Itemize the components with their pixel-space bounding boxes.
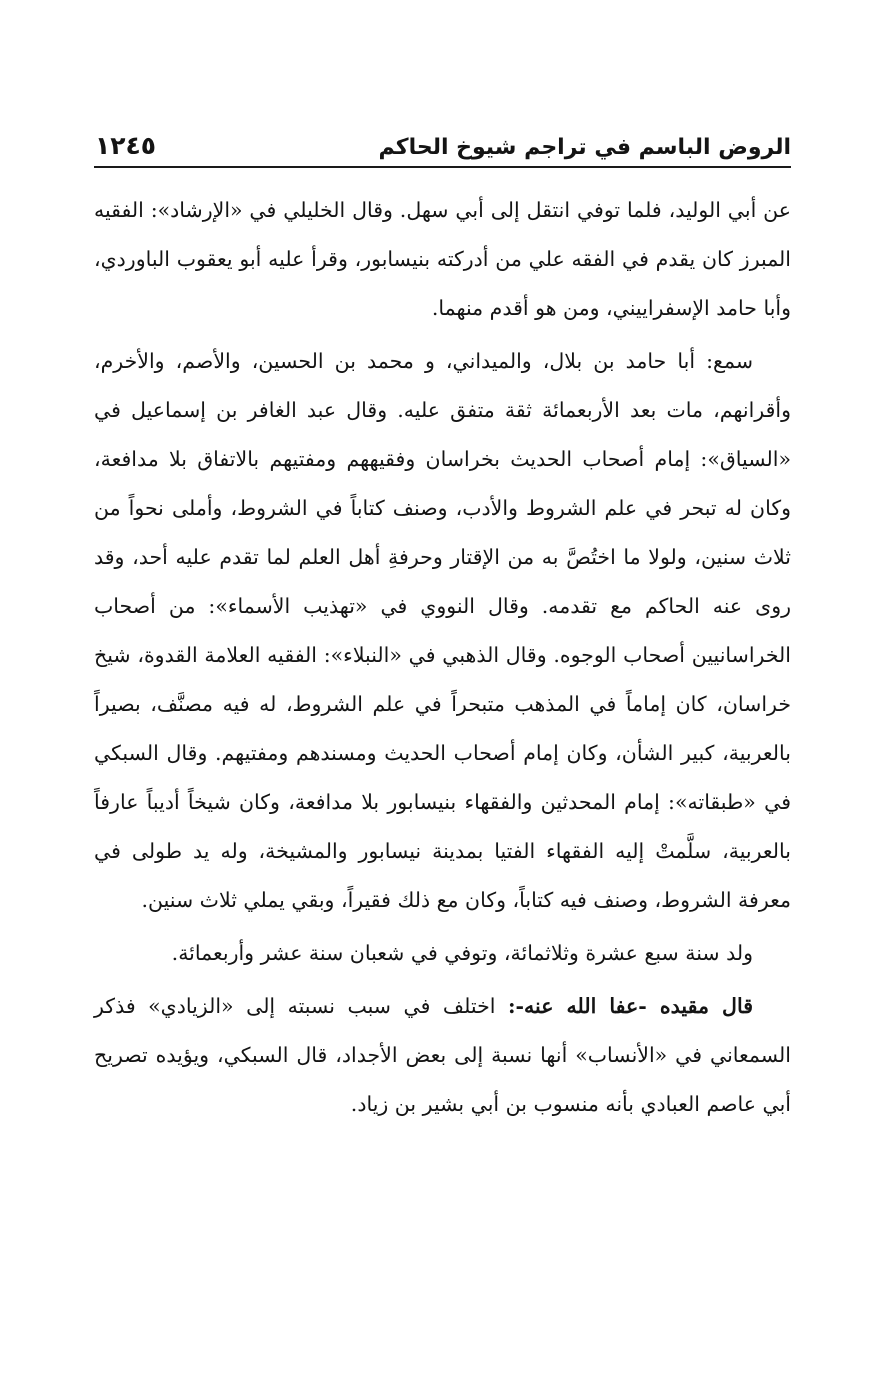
paragraph-3: ولد سنة سبع عشرة وثلاثمائة، وتوفي في شعبان سنة عشر وأربعمائة. <box>171 941 753 965</box>
page-header <box>95 118 791 160</box>
running-title: الروض الباسم في تراجم شيوخ الحاكم <box>378 135 791 160</box>
paragraph-1: عن أبي الوليد، فلما توفي انتقل إلى أبي سهل. وقال الخليلي في «الإرشاد»: الفقيه المبرز كان يقدم في الفقه علي من أدركته بنيسابور، وقرأ عليه أبو يعقوب الباوردي، وأبا حامد الإسفراييني، ومن هو أقدم منهما. <box>94 198 791 320</box>
page-number: ١٢٤٥ <box>95 131 157 160</box>
author-note-text: اختلف في سبب نسبته إلى «الزيادي» فذكر السمعاني في «الأنساب» أنها نسبة إلى بعض الأجداد، قال السبكي، ويؤيده تصريح أبي عاصم العبادي بأنه منسوب بن أبي بشير بن زياد. <box>94 994 791 1116</box>
author-note-lead: قال مقيده -عفا الله عنه-: <box>507 994 753 1018</box>
paragraph-4 <box>94 982 791 1129</box>
body-text <box>94 186 791 1133</box>
header-divider <box>94 166 791 168</box>
paragraph-2: سمع: أبا حامد بن بلال، والميداني، و محمد بن الحسين، والأصم، والأخرم، وأقرانهم، مات بعد الأربعمائة ثقة متفق عليه. وقال عبد الغافر بن إسماعيل في «السياق»: إمام أصحاب الحديث بخراسان وفقيههم ومفتيهم بالاتفاق بلا مدافعة، وكان له تبحر في علم الشروط والأدب، وصنف كتاباً في الشروط، وأملى نحواً من ثلاث سنين، ولولا ما اختُصَّ به من الإقتار وحرفةِ أهل العلم لما تقدم عليه أحد، وقد روى عنه الحاكم مع تقدمه. وقال النووي في «تهذيب الأسماء»: من أصحاب الخراسانيين أصحاب الوجوه. وقال الذهبي في «النبلاء»: الفقيه العلامة القدوة، شيخ خراسان، كان إماماً في المذهب متبحراً في علم الشروط، له فيه مصنَّف، بصيراً بالعربية، كبير الشأن، وكان إمام أصحاب الحديث ومسندهم ومفتيهم. وقال السبكي في «طبقاته»: إمام المحدثين والفقهاء بنيسابور بلا مدافعة، وكان شيخاً أديباً عارفاً بالعربية، سلَّمتْ إليه الفقهاء الفتيا بمدينة نيسابور والمشيخة، وله يد طولى في معرفة الشروط، وصنف فيه كتاباً، وكان مع ذلك فقيراً، وبقي يملي ثلاث سنين. <box>94 349 791 912</box>
